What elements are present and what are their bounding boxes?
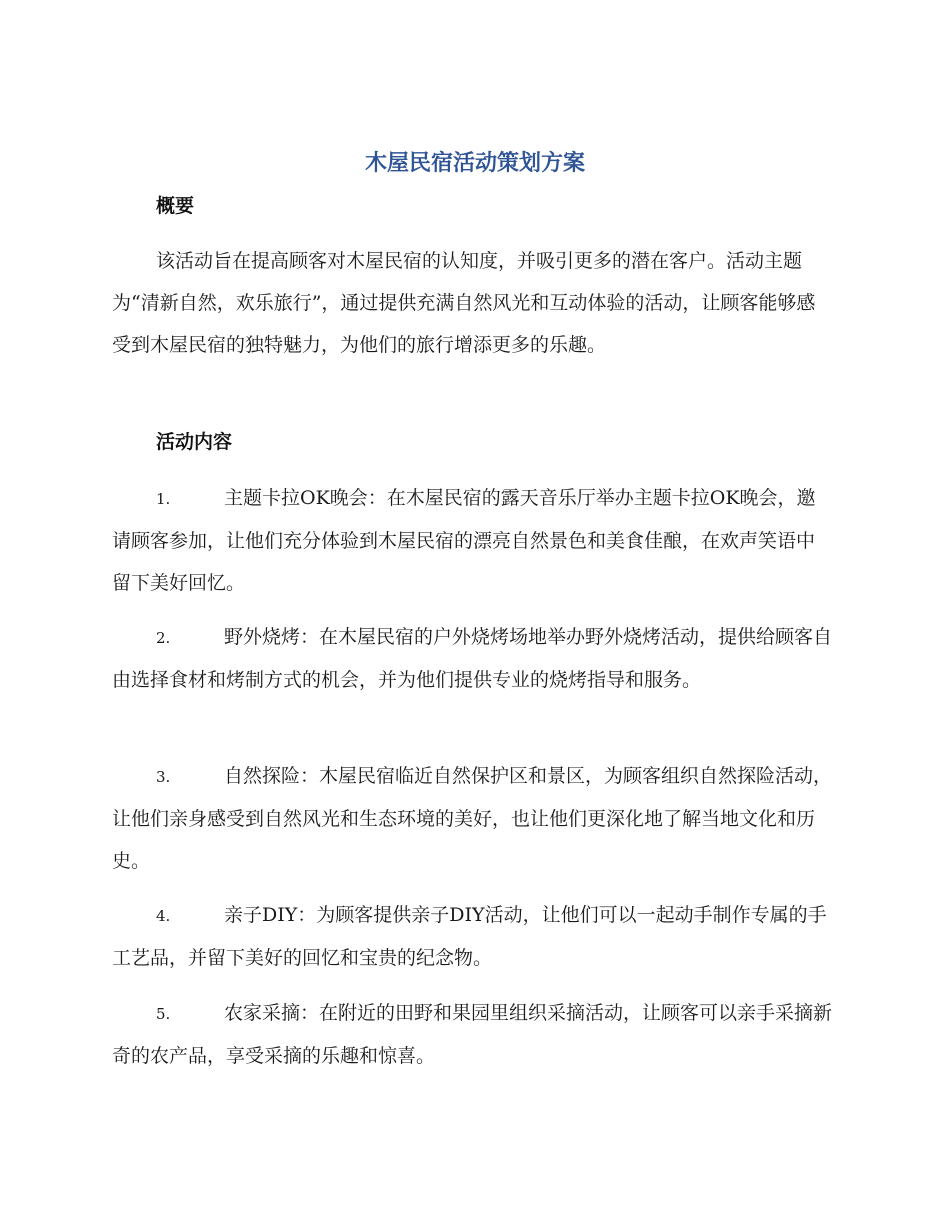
activity-item — [112, 616, 832, 701]
list-number: 3. — [156, 768, 171, 786]
activity-item — [112, 477, 832, 604]
list-number: 1. — [156, 490, 171, 508]
activity-text: 亲子DIY：为顾客提供亲子DIY活动，让他们可以一起动手制作专属的手工艺品，并留下美好的回忆和宝贵的纪念物。 — [112, 904, 827, 969]
activity-item — [112, 992, 832, 1077]
overview-paragraph: 该活动旨在提高顾客对木屋民宿的认知度，并吸引更多的潜在客户。活动主题为“清新自然，欢乐旅行”，通过提供充满自然风光和互动体验的活动，让顾客能够感受到木屋民宿的独特魅力，为他们的旅行增添更多的乐趣。 — [112, 250, 816, 356]
activity-text: 野外烧烤：在木屋民宿的户外烧烤场地举办野外烧烤活动，提供给顾客自由选择食材和烤制方式的机会，并为他们提供专业的烧烤指导和服务。 — [112, 626, 833, 691]
document-title: 木屋民宿活动策划方案 — [364, 151, 585, 176]
list-number: 2. — [156, 629, 171, 647]
activity-text: 农家采摘：在附近的田野和果园里组织采摘活动，让顾客可以亲手采摘新奇的农产品，享受采摘的乐趣和惊喜。 — [112, 1002, 833, 1067]
activity-text: 主题卡拉OK晚会：在木屋民宿的露天音乐厅举办主题卡拉OK晚会，邀请顾客参加，让他们充分体验到木屋民宿的漂亮自然景色和美食佳酿，在欢声笑语中留下美好回忆。 — [112, 487, 816, 594]
activity-text: 自然探险：木屋民宿临近自然保护区和景区，为顾客组织自然探险活动，让他们亲身感受到自然风光和生态环境的美好，也让他们更深化地了解当地文化和历史。 — [112, 765, 833, 872]
list-number: 5. — [156, 1005, 171, 1023]
section-heading-overview: 概要 — [156, 195, 195, 217]
section-heading-activities: 活动内容 — [156, 431, 233, 453]
list-number: 4. — [156, 907, 171, 925]
activity-item — [112, 755, 832, 882]
activity-item — [112, 894, 832, 979]
